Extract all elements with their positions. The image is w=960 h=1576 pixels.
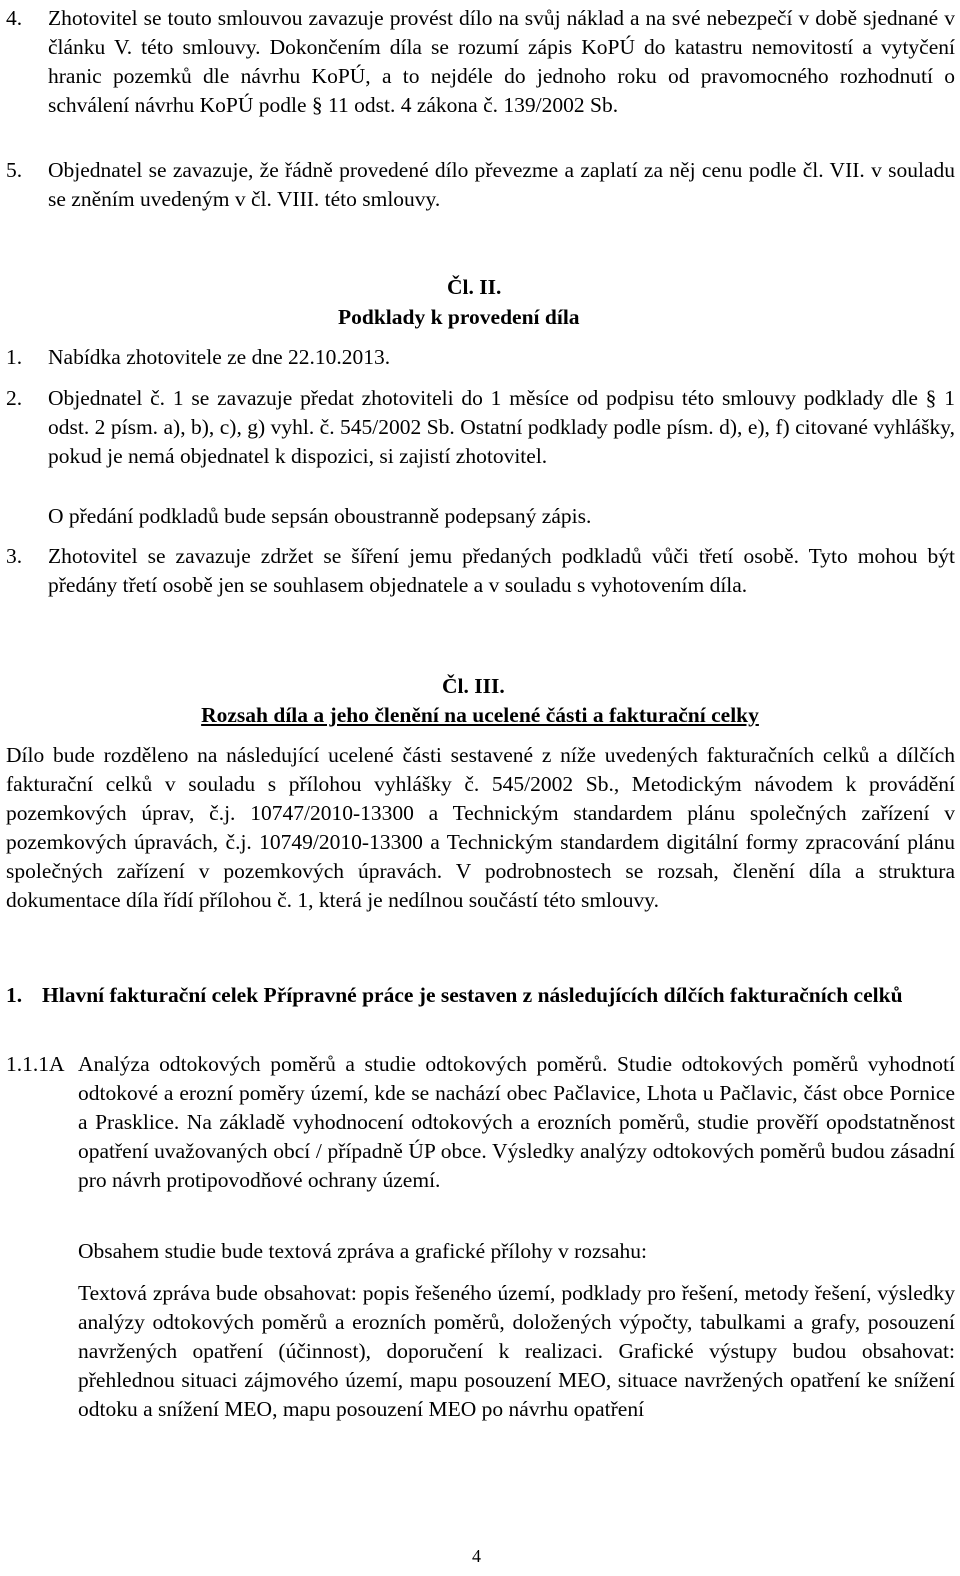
article-subheading: Podklady k provedení díla: [338, 305, 580, 329]
item-number: 4.: [6, 6, 23, 30]
item-extra-text: O předání podkladů bude sepsán oboustranně podepsaný zápis.: [48, 504, 592, 528]
article-intro: Dílo bude rozděleno na následující ucelené části sestavené z níže uvedených fakturačních celků a dílčích fakturační celků v souladu s přílohou vyhlášky č. 545/2002 Sb., Metodickým návodem k provádění pozemkových úprav, č.j. 10747/2010-13300 a Technickým standardem plánu společných zařízení v pozemkových úpravách, č.j. 10749/2010-13300 a Technickým standardem digitální formy zpracování plánu společných zařízení v pozemkových úpravách. V podrobnostech se rozsah, členění díla a struktura dokumentace díla řídí přílohou č. 1, která je nedílnou součástí této smlouvy.: [6, 743, 955, 912]
item-text: Nabídka zhotovitele ze dne 22.10.2013.: [48, 345, 391, 369]
report-contents-text: Textová zpráva bude obsahovat: popis řešeného území, podklady pro řešení, metody řešení, výsledky analýzy odtokových poměrů a erozních poměrů, doložených výpočty, tabulkami a grafy, posouzení navržených opatření (účinnost), doporučení k realizaci. Grafické výstupy budou obsahovat: přehlednou situaci zájmového území, mapu posouzení MEO, situace navržených opatření ke snížení odtoku a snížení MEO, mapu posouzení MEO po návrhu opatření: [78, 1281, 955, 1421]
item-text: Objednatel se zavazuje, že řádně provedené dílo převezme a zaplatí za něj cenu podle čl. VII. v souladu se zněním uvedeným v čl. VIII. této smlouvy.: [48, 158, 955, 211]
section-number: 1.: [6, 983, 23, 1007]
item-number: 3.: [6, 544, 23, 568]
page-number: 4: [472, 1546, 481, 1566]
article-heading: Čl. II.: [447, 275, 502, 299]
section-title: Hlavní fakturační celek Přípravné práce je sestaven z následujících dílčích fakturačních celků: [42, 983, 903, 1007]
article-heading: Čl. III.: [442, 674, 505, 698]
item-text: Objednatel č. 1 se zavazuje předat zhotoviteli do 1 měsíce od podpisu této smlouvy podklady dle § 1 odst. 2 písm. a), b), c), g) vyhl. č. 545/2002 Sb. Ostatní podklady podle písm. d), e), f) citované vyhlášky, pokud je nemá objednatel k dispozici, si zajistí zhotovitel.: [48, 386, 955, 468]
item-number: 2.: [6, 386, 23, 410]
item-text: Zhotovitel se zavazuje zdržet se šíření jemu předaných podkladů vůči třetí osobě. Tyto mohou být předány třetí osobě jen se souhlasem objednatele a v souladu s vyhotovením díla.: [48, 544, 955, 597]
subsection-text: Analýza odtokových poměrů a studie odtokových poměrů. Studie odtokových poměrů vyhodnotí odtokové a erozní poměry území, kde se nachází obec Pačlavice, Lhota u Pačlavic, část obce Pornice a Prasklice. Na základě vyhodnocení odtokových a erozních poměrů, studie prověří opodstatněnost opatření uvažovaných obcí / případně ÚP obce. Výsledky analýzy odtokových poměrů budou zásadní pro návrh protipovodňové ochrany území.: [78, 1052, 955, 1192]
item-number: 5.: [6, 158, 23, 182]
subsection-number: 1.1.1A: [6, 1052, 65, 1076]
article-subheading: Rozsah díla a jeho členění na ucelené části a fakturační celky: [201, 703, 759, 727]
item-text: Zhotovitel se touto smlouvou zavazuje provést dílo na svůj náklad a na své nebezpečí v době sjednané v článku V. této smlouvy. Dokončením díla se rozumí zápis KoPÚ do katastru nemovitostí a vytyčení hranic pozemků dle návrhu KoPÚ, a to nejdéle do jednoho roku od pravomocného rozhodnutí o schválení návrhu KoPÚ podle § 11 odst. 4 zákona č. 139/2002 Sb.: [48, 6, 955, 117]
item-number: 1.: [6, 345, 23, 369]
study-contents-text: Obsahem studie bude textová zpráva a grafické přílohy v rozsahu:: [78, 1239, 647, 1263]
